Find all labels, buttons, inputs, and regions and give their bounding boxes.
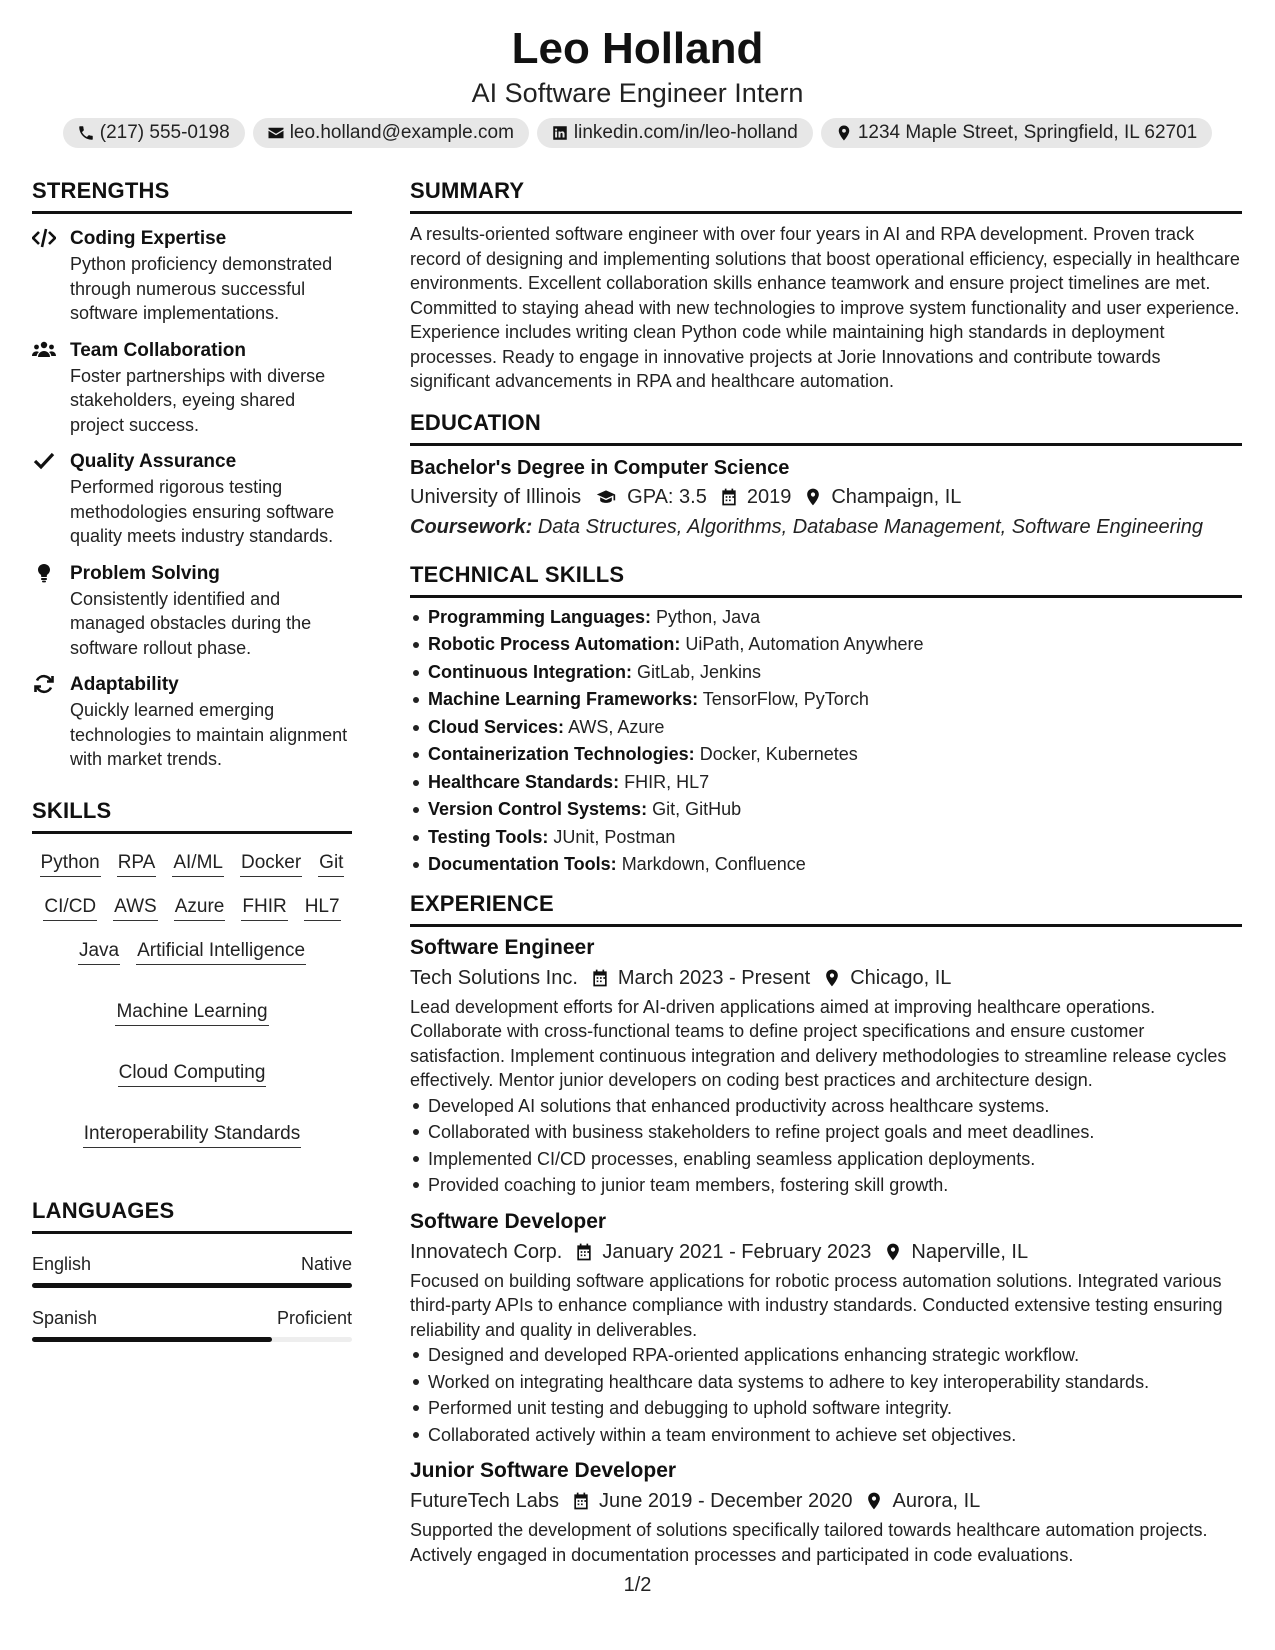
right-column [410, 178, 1242, 1567]
skill-chip: Docker [240, 850, 302, 877]
education-heading: EDUCATION [410, 410, 1242, 446]
job-description: Lead development efforts for AI-driven applications aimed at improving healthcare operations. Collaborate with cross-functional teams to define project specifications and ensure customer satisfaction. Implement continuous integration and delivery methodologies to streamline release cycles effectively. Mentor junior developers on coding best practices and architecture design. [410, 996, 1227, 1090]
skill-chip: Git [318, 850, 344, 877]
strength-title: Team Collaboration [70, 339, 246, 361]
strengths-heading: STRENGTHS [32, 178, 352, 214]
email-contact[interactable] [253, 118, 529, 148]
list-item [410, 604, 1242, 632]
strength-desc: Python proficiency demonstrated through numerous successful software implementations. [70, 254, 333, 323]
list-item [410, 851, 1242, 879]
job-meta [410, 1237, 1242, 1267]
skill-value: TensorFlow, PyTorch [702, 689, 869, 709]
list-item [410, 824, 1242, 852]
job-dates: March 2023 - Present [617, 966, 811, 989]
strength-desc: Quickly learned emerging technologies to maintain alignment with market trends. [70, 700, 348, 769]
skill-label: Containerization Technologies: [428, 744, 695, 764]
envelope-icon [267, 124, 285, 142]
phone-contact[interactable] [63, 118, 245, 148]
job-bullets [410, 1093, 1242, 1199]
list-item: Collaborated with business stakeholders to refine project goals and meet deadlines. [410, 1119, 1242, 1146]
skill-chip: Azure [174, 894, 226, 921]
phone-text: (217) 555-0198 [99, 122, 230, 143]
job-description: Supported the development of solutions specifically tailored towards healthcare automation projects. Actively engaged in documentation processes and participated in code evaluations. [410, 1520, 1208, 1565]
job-title: Junior Software Developer [410, 1459, 677, 1482]
strength-desc: Foster partnerships with diverse stakeholders, eyeing shared project success. [70, 365, 326, 435]
job-location: Aurora, IL [892, 1490, 981, 1512]
summary-heading: SUMMARY [410, 178, 1242, 214]
linkedin-text: linkedin.com/in/leo-holland [573, 122, 798, 143]
users-icon [32, 340, 56, 360]
language-bar [32, 1283, 352, 1288]
map-pin-icon [835, 124, 853, 142]
list-item: Collaborated actively within a team environment to achieve set objectives. [410, 1422, 1242, 1449]
skill-value: UiPath, Automation Anywhere [685, 634, 924, 654]
language-bar-fill [32, 1283, 352, 1288]
language-name: English [32, 1253, 92, 1274]
skill-label: Robotic Process Automation: [428, 634, 681, 654]
calendar-icon [574, 1242, 594, 1262]
strength-item [32, 338, 352, 438]
language-level: Proficient [276, 1307, 352, 1328]
skill-chip: HL7 [304, 894, 341, 921]
skill-label: Cloud Services: [428, 716, 565, 737]
job-entry [410, 1207, 1242, 1449]
strength-title: Quality Assurance [70, 451, 237, 472]
technical-skills-list [410, 604, 1242, 879]
skill-chip: Interoperability Standards [83, 1121, 302, 1148]
email-text: leo.holland@example.com [289, 122, 514, 143]
strength-item [32, 226, 352, 326]
list-item [410, 631, 1242, 659]
list-item [410, 769, 1242, 797]
skill-chip: Python [40, 850, 101, 877]
skill-value: Docker, Kubernetes [699, 744, 858, 764]
skill-label: Machine Learning Frameworks: [428, 689, 699, 709]
address-text: 1234 Maple Street, Springfield, IL 62701 [857, 122, 1198, 143]
company-name: FutureTech Labs [410, 1490, 559, 1512]
graduation-cap-icon [593, 487, 619, 507]
candidate-title: AI Software Engineer Intern [471, 78, 804, 108]
strength-title: Coding Expertise [70, 228, 227, 249]
left-column [32, 178, 352, 1342]
summary-text: A results-oriented software engineer with over four years in AI and RPA development. Proven track record of designing and implementing solutions that boost operational efficiency, especially in healthcare environments. Excellent collaboration skills enhance teamwork and ensure project timelines are met. Committed to staying ahead with new technologies to improve system functionality and user experience. Experience includes writing clean Python code while maintaining high standards in deployment processes. Ready to engage in innovative projects at Jorie Innovations and contribute towards significant advancements in RPA and healthcare automation. [410, 224, 1240, 391]
skill-label: Version Control Systems: [428, 799, 648, 819]
skill-chip: Artificial Intelligence [136, 938, 306, 965]
skills-list [32, 850, 352, 1148]
strength-item [32, 561, 352, 661]
degree-title: Bachelor's Degree in Computer Science [410, 456, 790, 479]
skill-chip: AI/ML [172, 850, 224, 877]
list-item [410, 659, 1242, 687]
map-pin-icon [883, 1242, 903, 1262]
job-dates: January 2021 - February 2023 [602, 1240, 872, 1263]
skill-value: Python, Java [656, 606, 761, 627]
experience-heading: EXPERIENCE [410, 891, 1242, 927]
list-item: Implemented CI/CD processes, enabling seamless application deployments. [410, 1146, 1242, 1173]
education-meta [410, 482, 1242, 512]
job-meta [410, 963, 1242, 993]
language-bar [32, 1337, 352, 1342]
graduation-year: 2019 [746, 485, 792, 508]
phone-icon [77, 124, 95, 142]
job-dates: June 2019 - December 2020 [598, 1490, 853, 1512]
skill-chip: CI/CD [43, 894, 97, 921]
skill-value: FHIR, HL7 [624, 771, 710, 792]
gpa-text: GPA: 3.5 [627, 485, 707, 508]
skill-label: Continuous Integration: [428, 661, 632, 682]
strength-desc: Consistently identified and managed obstacles during the software rollout phase. [70, 588, 312, 658]
coursework [410, 512, 1242, 542]
skill-label: Testing Tools: [428, 826, 549, 847]
contact-bar [0, 118, 1275, 148]
language-item [32, 1254, 352, 1288]
strength-item [32, 449, 352, 549]
strength-title: Adaptability [70, 674, 179, 695]
page-number: 1/2 [623, 1574, 652, 1596]
job-meta [410, 1486, 1242, 1516]
list-item: Performed unit testing and debugging to uphold software integrity. [410, 1395, 1242, 1422]
skill-chip: Cloud Computing [118, 1060, 267, 1087]
school-name: University of Illinois [410, 485, 582, 508]
coursework-text: Data Structures, Algorithms, Database Management, Software Engineering [537, 515, 1203, 538]
code-icon [32, 228, 56, 248]
calendar-icon [590, 968, 610, 988]
company-name: Innovatech Corp. [410, 1240, 563, 1263]
coursework-label: Coursework: [410, 515, 533, 538]
list-item [410, 741, 1242, 769]
skill-chip: FHIR [241, 894, 287, 921]
calendar-icon [719, 487, 739, 507]
linkedin-contact[interactable] [537, 118, 813, 148]
language-level: Native [300, 1253, 352, 1274]
language-bar-fill [32, 1337, 272, 1342]
technical-skills-heading: TECHNICAL SKILLS [410, 562, 1242, 598]
strength-desc: Performed rigorous testing methodologies ensuring software quality meets industry standards. [70, 477, 335, 546]
skill-chip: Java [78, 938, 120, 965]
job-title: Software Developer [410, 1209, 607, 1233]
language-item [32, 1308, 352, 1342]
skill-chip: AWS [113, 894, 158, 921]
skill-value: GitLab, Jenkins [636, 661, 762, 682]
map-pin-icon [822, 968, 842, 988]
school-location: Champaign, IL [831, 485, 962, 508]
list-item [410, 796, 1242, 824]
resume-header [0, 22, 1275, 148]
address-contact[interactable] [821, 118, 1212, 148]
skill-chip: RPA [117, 850, 157, 877]
company-name: Tech Solutions Inc. [410, 966, 578, 989]
list-item: Developed AI solutions that enhanced productivity across healthcare systems. [410, 1093, 1242, 1120]
list-item [410, 686, 1242, 714]
languages-list [32, 1254, 352, 1342]
skill-label: Documentation Tools: [428, 854, 617, 874]
job-entry [410, 933, 1242, 1199]
job-location: Chicago, IL [850, 966, 952, 989]
strength-item [32, 672, 352, 772]
job-entry [410, 1456, 1242, 1567]
calendar-icon [571, 1491, 591, 1511]
language-name: Spanish [32, 1307, 98, 1328]
skill-value: Markdown, Confluence [621, 854, 806, 874]
skill-value: AWS, Azure [568, 716, 665, 737]
strengths-list [32, 226, 352, 772]
list-item [410, 714, 1242, 742]
list-item: Worked on integrating healthcare data systems to adhere to key interoperability standards. [410, 1369, 1242, 1396]
candidate-name: Leo Holland [511, 24, 764, 73]
check-icon [32, 451, 56, 471]
lightbulb-icon [32, 563, 56, 583]
job-location: Naperville, IL [911, 1240, 1029, 1263]
job-description: Focused on building software applications for robotic process automation solutions. Integrated various third-party APIs to enhance compliance with industry standards. Conducted extensive testing ensuring reliability and quality in deliverables. [410, 1270, 1223, 1340]
map-pin-icon [803, 487, 823, 507]
languages-heading: LANGUAGES [32, 1198, 352, 1234]
linkedin-icon [551, 124, 569, 142]
list-item: Designed and developed RPA-oriented applications enhancing strategic workflow. [410, 1342, 1242, 1369]
skill-label: Programming Languages: [428, 606, 652, 627]
skill-chip: Machine Learning [115, 999, 268, 1026]
education-entry [410, 454, 1242, 542]
sync-icon [32, 674, 56, 694]
skill-label: Healthcare Standards: [428, 771, 620, 792]
skill-value: JUnit, Postman [553, 826, 676, 847]
skills-heading: SKILLS [32, 798, 352, 834]
skill-value: Git, GitHub [652, 799, 742, 819]
map-pin-icon [864, 1491, 884, 1511]
job-title: Software Engineer [410, 935, 595, 959]
job-bullets [410, 1342, 1242, 1448]
strength-title: Problem Solving [70, 562, 220, 584]
list-item: Provided coaching to junior team members, fostering skill growth. [410, 1172, 1242, 1199]
